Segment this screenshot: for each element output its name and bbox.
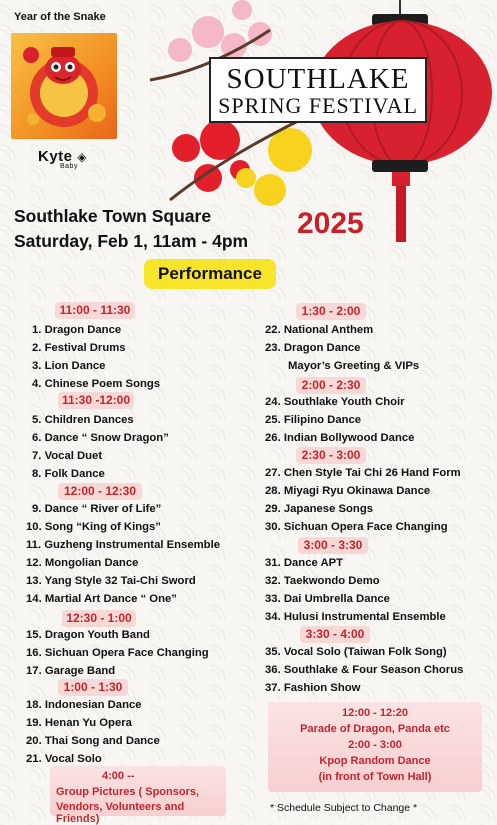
venue-info [14, 204, 248, 254]
time-slot-header: 2:00 - 2:30 [296, 377, 366, 394]
schedule-item: 20. Thai Song and Dance [26, 735, 160, 747]
group-pictures-line2: Vendors, Volunteers and Friends) [56, 801, 185, 825]
schedule-item: 16. Sichuan Opera Face Changing [26, 647, 209, 659]
schedule-item: 31. Dance APT [265, 557, 344, 569]
schedule-item: 27. Chen Style Tai Chi 26 Hand Form [265, 467, 461, 479]
schedule-item: 15. Dragon Youth Band [26, 629, 150, 641]
group-pictures-line1: Group Pictures ( Sponsors, [56, 786, 200, 798]
schedule-item: 34. Hulusi Instrumental Ensemble [265, 611, 446, 623]
parade-event: Parade of Dragon, Panda etc [300, 723, 450, 735]
schedule-item: 22. National Anthem [265, 324, 374, 336]
festival-title-box [209, 57, 427, 123]
schedule-item: 3. Lion Dance [32, 360, 106, 372]
time-slot-header: 2:30 - 3:00 [296, 447, 366, 464]
schedule-item: 14. Martial Art Dance “ One” [26, 593, 177, 605]
time-slot-header: 11:30 -12:00 [58, 392, 134, 409]
schedule-item: 2. Festival Drums [32, 342, 126, 354]
time-slot-header: 11:00 - 11:30 [55, 302, 135, 319]
schedule-item: 5. Children Dances [32, 414, 134, 426]
schedule-item: 21. Vocal Solo [26, 753, 102, 765]
festival-year: 2025 [297, 207, 364, 240]
time-slot-header: 12:30 - 1:00 [62, 610, 136, 627]
schedule-item: 12. Mongolian Dance [26, 557, 139, 569]
group-pictures-box [50, 766, 226, 825]
event-date-time: Saturday, Feb 1, 11am - 4pm [14, 231, 249, 251]
schedule-item: 18. Indonesian Dance [26, 699, 142, 711]
parade-time: 12:00 - 12:20 [341, 707, 409, 719]
schedule-footnote: * Schedule Subject to Change * [270, 802, 418, 814]
kpop-time: 2:00 - 3:00 [348, 739, 402, 751]
schedule-item: 7. Vocal Duet [32, 450, 103, 462]
schedule-item: 24. Southlake Youth Choir [265, 396, 405, 408]
festival-subtitle: SPRING FESTIVAL [218, 93, 418, 118]
sponsor-logo-sub: Baby [60, 163, 78, 170]
schedule-item: 36. Southlake & Four Season Chorus [265, 664, 464, 676]
time-slot-header: 3:30 - 4:00 [300, 626, 370, 643]
schedule-item: 26. Indian Bollywood Dance [265, 432, 415, 444]
festival-title: SOUTHLAKE [226, 63, 410, 95]
zodiac-title: Year of the Snake [14, 11, 106, 23]
schedule-item: 6. Dance “ Snow Dragon” [32, 432, 169, 444]
kpop-event: Kpop Random Dance [319, 755, 431, 767]
schedule-item: 28. Miyagi Ryu Okinawa Dance [265, 485, 431, 497]
schedule-item: Mayor’s Greeting & VIPs [288, 360, 420, 372]
sponsor-logo-mark-icon: ◈ [77, 150, 87, 164]
schedule-item: 30. Sichuan Opera Face Changing [265, 521, 448, 533]
schedule-item: 1. Dragon Dance [32, 324, 122, 336]
schedule-item: 10. Song “King of Kings” [26, 521, 161, 533]
performance-badge: Performance [144, 259, 276, 289]
group-pictures-time: 4:00 -- [102, 770, 135, 782]
schedule-item: 11. Guzheng Instrumental Ensemble [26, 539, 220, 551]
schedule-item: 32. Taekwondo Demo [265, 575, 380, 587]
parade-info-box [268, 702, 482, 792]
time-slot-header: 1:30 - 2:00 [296, 303, 366, 320]
schedule-item: 37. Fashion Show [265, 682, 361, 694]
schedule-item: 17. Garage Band [26, 665, 116, 677]
schedule-item: 25. Filipino Dance [265, 414, 362, 426]
schedule-item: 33. Dai Umbrella Dance [265, 593, 390, 605]
schedule-item: 19. Henan Yu Opera [26, 717, 132, 729]
schedule-item: 35. Vocal Solo (Taiwan Folk Song) [265, 646, 447, 658]
venue-name: Southlake Town Square [14, 206, 212, 226]
kpop-location: (in front of Town Hall) [318, 771, 432, 783]
sponsor-logo-text: Kyte [38, 148, 73, 165]
time-slot-header: 3:00 - 3:30 [298, 537, 368, 554]
schedule-item: 13. Yang Style 32 Tai-Chi Sword [26, 575, 196, 587]
snake-illustration [11, 33, 117, 139]
time-slot-header: 12:00 - 12:30 [58, 483, 142, 500]
schedule-item: 23. Dragon Dance [265, 342, 361, 354]
schedule-item: 29. Japanese Songs [265, 503, 374, 515]
sponsor-logo [38, 148, 87, 170]
schedule-item: 9. Dance “ River of Life” [32, 503, 162, 515]
schedule-item: 4. Chinese Poem Songs [32, 378, 161, 390]
schedule-item: 8. Folk Dance [32, 468, 105, 480]
time-slot-header: 1:00 - 1:30 [58, 679, 128, 696]
